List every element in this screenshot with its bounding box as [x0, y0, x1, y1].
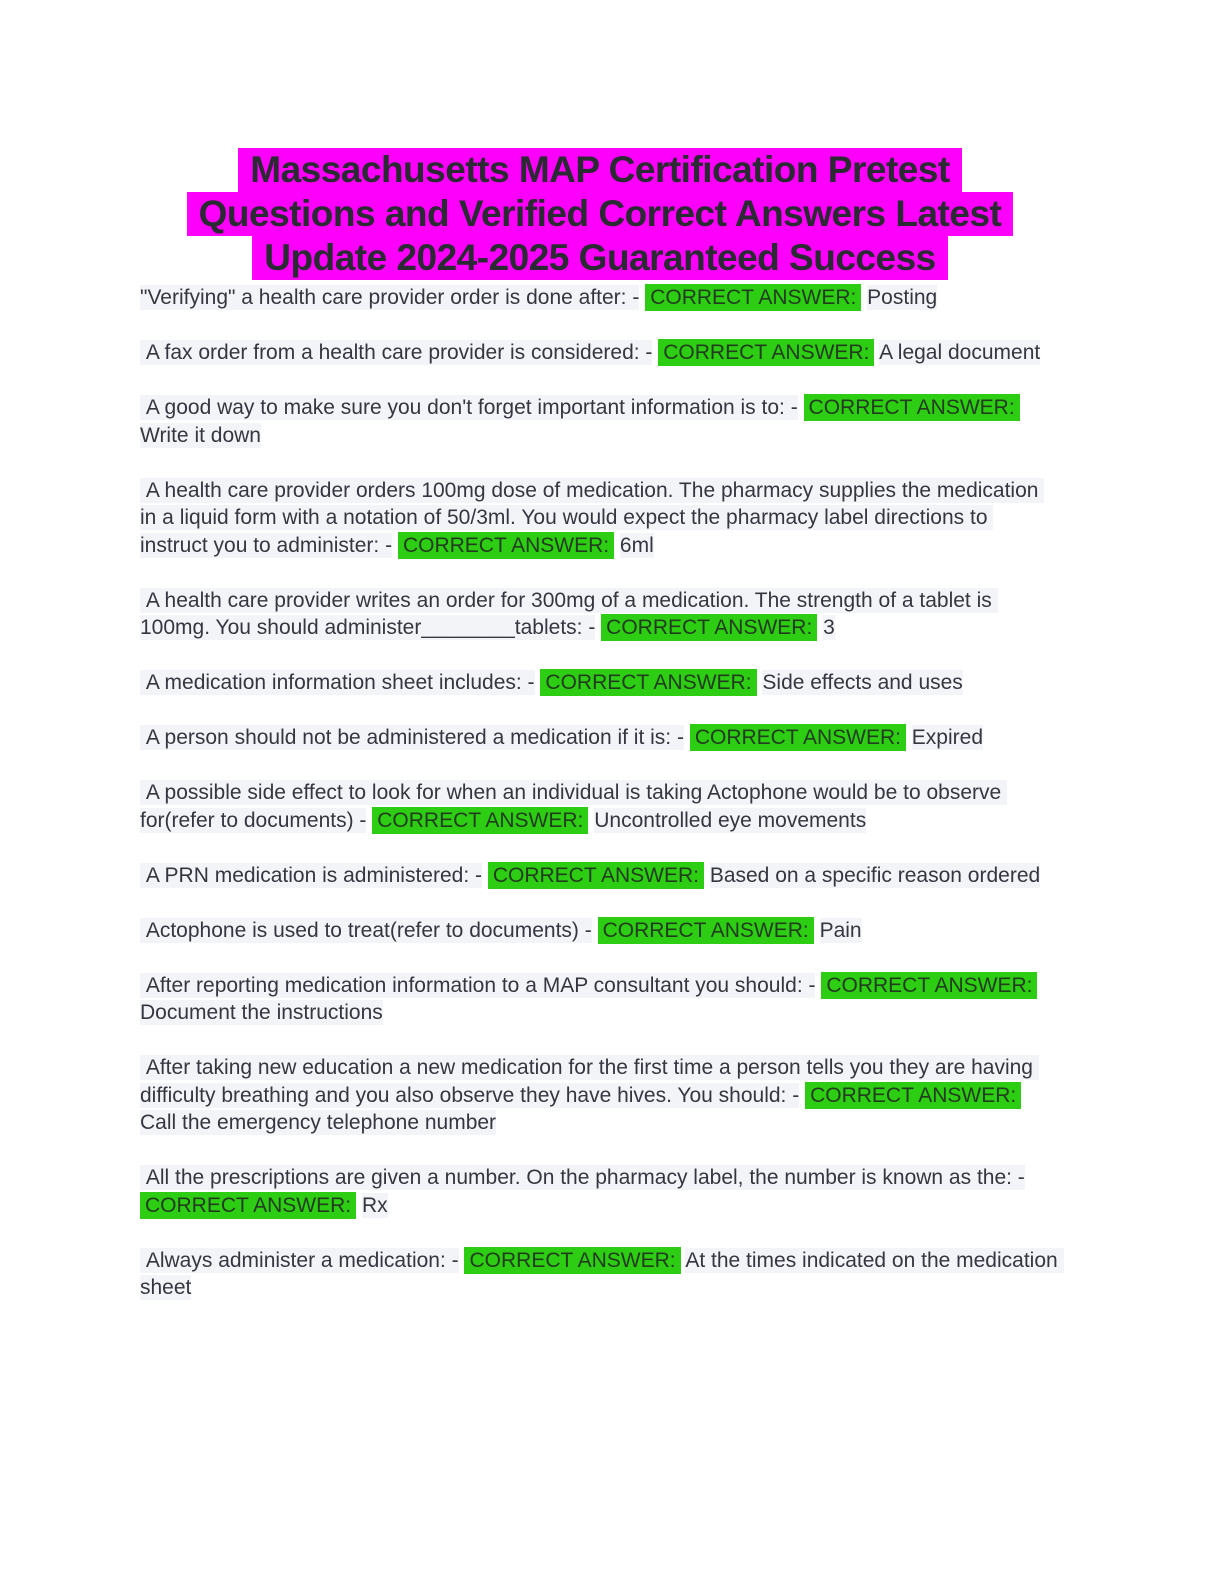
question-text: A fax order from a health care provider is considered: -	[140, 341, 653, 364]
qa-item-7	[140, 724, 1060, 752]
question-text: A PRN medication is administered: -	[140, 863, 482, 887]
qa-item-5	[140, 587, 1060, 642]
question-text: All the prescriptions are given a number. On the pharmacy label, the number is known as the: -	[140, 1166, 1025, 1189]
correct-answer-label: CORRECT ANSWER:	[398, 532, 614, 559]
qa-item-8	[140, 779, 1060, 834]
title-row-3	[140, 236, 1060, 280]
answer-text: Rx	[361, 1193, 388, 1217]
qa-item-14	[140, 1247, 1064, 1302]
correct-answer-label: CORRECT ANSWER:	[658, 339, 874, 366]
correct-answer-label: CORRECT ANSWER:	[372, 807, 588, 834]
qa-item-11	[140, 972, 1060, 1027]
title-row-1	[140, 148, 1060, 192]
qa-item-9	[140, 862, 1060, 890]
title-line-2: Questions and Verified Correct Answers Latest	[187, 192, 1014, 236]
document-title	[140, 148, 1060, 280]
question-text: A health care provider orders 100mg dose of medication. The pharmacy supplies the medication in a liquid form with a notation of 50/3ml. You would expect the pharmacy label directions to instruct you to administer: -	[140, 478, 1045, 557]
correct-answer-label: CORRECT ANSWER:	[601, 614, 817, 641]
qa-item-1	[140, 284, 1060, 312]
answer-text: Based on a specific reason ordered	[709, 863, 1041, 887]
answer-text: Document the instructions	[140, 1001, 383, 1024]
correct-answer-label: CORRECT ANSWER:	[488, 862, 704, 889]
answer-text: 6ml	[619, 533, 654, 557]
answer-text: Call the emergency telephone number	[140, 1111, 497, 1134]
correct-answer-label: CORRECT ANSWER:	[140, 1192, 356, 1219]
answer-text: Posting	[867, 286, 938, 309]
answer-text: Write it down	[140, 423, 261, 447]
question-text: After taking new education a new medication for the first time a person tells you they are having difficulty breathing and you also observe they have hives. You should: -	[140, 1056, 1039, 1107]
correct-answer-label: CORRECT ANSWER:	[598, 917, 814, 944]
question-text: Always administer a medication: -	[140, 1248, 459, 1272]
question-text: A possible side effect to look for when an individual is taking Actophone would be to observe for(refer to documents) -	[140, 781, 1008, 832]
correct-answer-label: CORRECT ANSWER:	[645, 284, 861, 311]
qa-item-10	[140, 917, 1060, 945]
answer-text: Expired	[911, 726, 983, 749]
question-text: A health care provider writes an order for 300mg of a medication. The strength of a tablet is 100mg. You should administer________tablets: -	[140, 588, 998, 639]
qa-item-6	[140, 669, 1060, 697]
title-line-3: Update 2024-2025 Guaranteed Success	[252, 236, 947, 280]
qa-item-4	[140, 477, 1060, 560]
qa-item-12	[140, 1054, 1060, 1137]
qa-item-3	[140, 394, 1060, 449]
question-text: "Verifying" a health care provider order is done after: -	[140, 286, 640, 309]
correct-answer-label: CORRECT ANSWER:	[804, 394, 1020, 421]
correct-answer-label: CORRECT ANSWER:	[464, 1247, 680, 1274]
answer-text: At the times indicated on the medication sheet	[140, 1248, 1064, 1299]
correct-answer-label: CORRECT ANSWER:	[540, 669, 756, 696]
question-text: Actophone is used to treat(refer to documents) -	[140, 918, 592, 942]
question-text: A good way to make sure you don't forget important information is to: -	[140, 396, 798, 419]
correct-answer-label: CORRECT ANSWER:	[805, 1082, 1021, 1109]
answer-text: Pain	[819, 918, 862, 942]
title-row-2	[140, 192, 1060, 236]
title-line-1: Massachusetts MAP Certification Pretest	[238, 148, 962, 192]
page-content	[140, 148, 1064, 1302]
answer-text: A legal document	[879, 341, 1041, 364]
correct-answer-label: CORRECT ANSWER:	[690, 724, 906, 751]
question-text: After reporting medication information to a MAP consultant you should: -	[140, 973, 816, 997]
correct-answer-label: CORRECT ANSWER:	[821, 972, 1037, 999]
answer-text: Side effects and uses	[762, 671, 963, 694]
qa-item-13	[140, 1164, 1060, 1219]
answer-text: 3	[823, 616, 835, 639]
question-text: A medication information sheet includes: -	[140, 671, 535, 694]
qa-item-2	[140, 339, 1060, 367]
answer-text: Uncontrolled eye movements	[594, 808, 867, 832]
question-text: A person should not be administered a medication if it is: -	[140, 726, 684, 749]
